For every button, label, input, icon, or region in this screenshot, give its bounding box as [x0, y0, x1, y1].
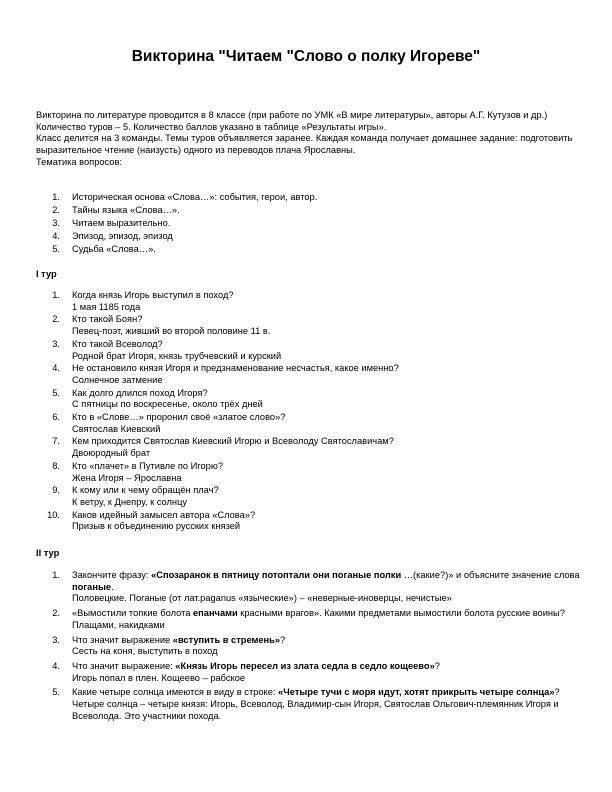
- answer-text: Жена Игоря – Ярославна: [72, 472, 182, 483]
- answer-text: Сесть на коня, выступить в поход: [72, 646, 218, 657]
- question-text: Когда князь Игорь выступил в поход?: [72, 290, 234, 300]
- question-item: [36, 661, 581, 684]
- question-text: Кто в «Слове…» проронил своё «златое слово»?: [72, 412, 286, 423]
- answer-text: К ветру, к Днепру, к солнцу: [72, 496, 188, 507]
- question-item: [36, 412, 581, 435]
- answer-text: Игорь попал в плен. Кощеево – рабское: [72, 672, 246, 683]
- question-text: Как долго длился поход Игоря?: [72, 387, 208, 398]
- item-number: 2.: [52, 608, 60, 619]
- item-number: 7.: [52, 436, 60, 447]
- item-number: 5.: [52, 687, 60, 698]
- question-text: Кем приходится Святослав Киевский Игорю и Всеволоду Святославичам?: [72, 436, 394, 447]
- item-text: Эпизод, эпизод, эпизод: [72, 231, 173, 241]
- tour-1-heading: I тур: [36, 269, 57, 279]
- answer-text: С пятницы по воскресенье, около трёх дней: [72, 399, 263, 410]
- item-number: 2.: [52, 314, 60, 325]
- question-item: [36, 485, 581, 508]
- list-item: [36, 243, 581, 256]
- item-number: 2.: [52, 205, 60, 215]
- question-text: Кто такой Всеволод?: [72, 338, 163, 349]
- item-number: 4.: [52, 660, 60, 671]
- answer-text: Солнечное затмение: [72, 374, 163, 385]
- item-number: 8.: [52, 460, 60, 471]
- question-item: [36, 461, 581, 484]
- answer-text: Четыре солнца – четыре князя: Игорь, Всеволод, Владимир-сын Игоря, Святослав Ольгович-племянник Игоря и Всеволода. Это участники похода.: [72, 699, 559, 721]
- question-text: Кто «плачет» в Путивле по Игорю?: [72, 460, 223, 471]
- question-item: [36, 363, 581, 386]
- tour-1-questions: [36, 290, 581, 534]
- intro-paragraph: Класс делится на 3 команды. Темы туров объявляется заранее. Каждая команда получает домашнее задание: подготовить выразительное чтение (наизусть) одного из переводов плача Ярославны.: [36, 133, 573, 156]
- question-item: [36, 687, 581, 722]
- question-item: [36, 290, 581, 313]
- answer-text: Призыв к объединению русских князей: [72, 521, 241, 532]
- question-quote: «вступить в стремень»: [172, 634, 281, 645]
- question-text: К кому или к чему обращён плач?: [72, 485, 219, 496]
- item-number: 6.: [52, 412, 60, 423]
- list-item: [36, 204, 581, 217]
- intro-paragraph: Викторина по литературе проводится в 8 классе (при работе по УМК «В мире литературы», авторы А.Г. Кутузов и др.): [36, 110, 548, 120]
- question-text: .: [111, 581, 114, 592]
- list-item: [36, 191, 581, 204]
- question-quote: «Спозаранок в пятницу потоптали они поганые полки: [151, 570, 402, 580]
- question-text: Какие четыре солнца имеются в виду в строке:: [72, 687, 279, 698]
- question-text: Закончите фразу:: [72, 570, 152, 580]
- item-number: 1.: [52, 290, 60, 300]
- item-number: 3.: [52, 634, 60, 645]
- question-item: [36, 314, 581, 337]
- intro-paragraph: Количество туров – 5. Количество баллов указано в таблице «Результаты игры».: [36, 121, 387, 132]
- item-number: 9.: [52, 485, 60, 496]
- answer-text: Певец-поэт, живший во второй половине 11 в.: [72, 326, 271, 337]
- tour-2-heading: II тур: [36, 548, 60, 558]
- page-title: Викторина "Читаем "Слово о полку Игореве": [131, 48, 481, 65]
- question-text: Не остановило князя Игоря и предзнаменование несчастья, какое именно?: [72, 363, 399, 374]
- answer-text: Половецкие. Поганые (от лат.paganus «языческие») – «неверные-иноверцы, нечистые»: [72, 593, 452, 604]
- question-text: красными врагов». Какими предметами вымостили болота русские воины?: [237, 608, 565, 619]
- item-number: 3.: [52, 338, 60, 349]
- question-item: [36, 510, 581, 533]
- question-item: [36, 388, 581, 411]
- question-quote: «Князь Игорь пересел из злата седла в седло кощеево»: [175, 660, 435, 671]
- question-item: [36, 570, 581, 605]
- answer-text: Двоюродный брат: [72, 448, 151, 459]
- tour-2-questions: [36, 570, 581, 725]
- item-text: Читаем выразительно.: [72, 218, 171, 228]
- question-quote: епанчами: [192, 608, 238, 619]
- answer-text: Плащами, накидками: [72, 619, 165, 630]
- question-text: «Вымостили топкие болота: [72, 608, 193, 619]
- answer-text: 1 мая 1185 года: [72, 301, 141, 312]
- list-item: [36, 230, 581, 243]
- question-text: Что значит выражение: [72, 634, 173, 645]
- item-number: 5.: [52, 244, 60, 254]
- answer-text: Святослав Киевский: [72, 423, 161, 434]
- item-number: 3.: [52, 218, 60, 228]
- item-number: 1.: [52, 570, 60, 580]
- item-text: Историческая основа «Слова…»: события, герои, автор.: [72, 192, 318, 202]
- item-text: Судьба «Слова…».: [72, 244, 156, 254]
- intro-paragraph: Тематика вопросов:: [36, 156, 122, 167]
- question-quote: «Четыре тучи с моря идут, хотят прикрыть четыре солнца»: [278, 687, 555, 698]
- question-text: …(какие?)» и объясните значение слова: [401, 570, 580, 580]
- question-text: Каков идейный замысел автора «Слова»?: [72, 509, 256, 520]
- answer-text: Родной брат Игоря, князь трубчевский и курский: [72, 350, 282, 361]
- item-text: Тайны языка «Слова…».: [72, 205, 180, 215]
- intro-text: [36, 110, 581, 169]
- item-number: 10.: [47, 509, 60, 520]
- question-item: [36, 436, 581, 459]
- question-text: ?: [434, 660, 440, 671]
- question-text: Что значит выражение:: [72, 660, 176, 671]
- question-term: поганые: [72, 581, 112, 592]
- list-item: [36, 217, 581, 230]
- question-text: ?: [280, 634, 286, 645]
- item-number: 5.: [52, 387, 60, 398]
- question-item: [36, 635, 581, 658]
- question-item: [36, 339, 581, 362]
- question-item: [36, 608, 581, 631]
- question-text: Кто такой Боян?: [72, 314, 143, 325]
- topics-list: [36, 191, 581, 256]
- question-text: ?: [554, 687, 560, 698]
- item-number: 4.: [52, 363, 60, 374]
- item-number: 4.: [52, 231, 60, 241]
- item-number: 1.: [52, 192, 60, 202]
